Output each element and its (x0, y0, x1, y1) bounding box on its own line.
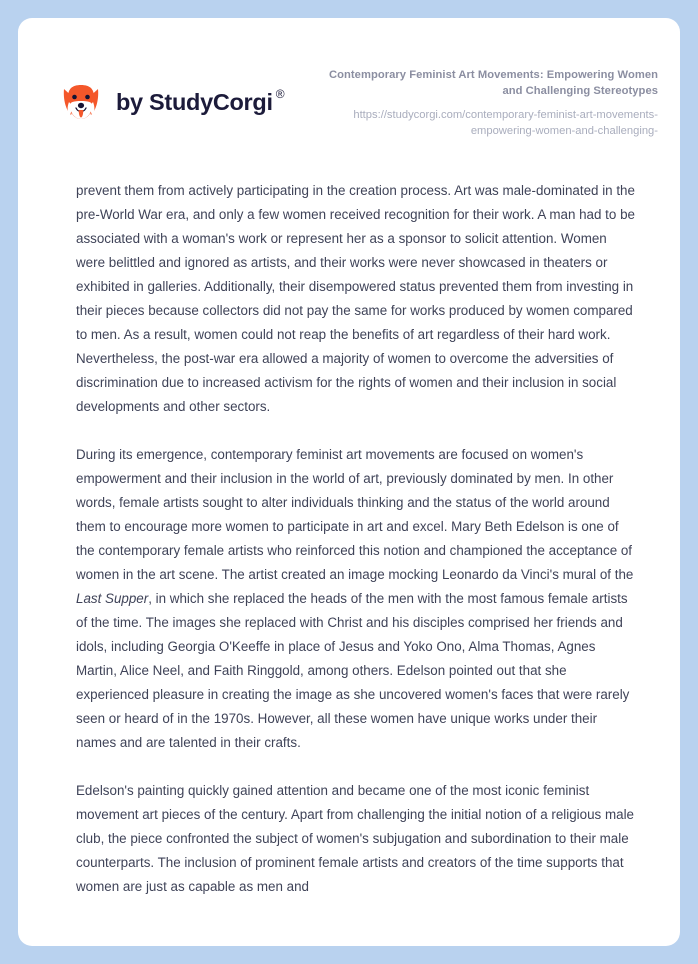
text-run: , in which she replaced the heads of the men with the most famous female artists of the time. The images she replaced with Christ and his disciples comprised her friends and idols, including Georgia O'Keeffe in place of Jesus and Yoko Ono, Alma Thomas, Agnes Martin, Alice Neel, and Faith Ringgold, among others. Edelson pointed out that she experienced pleasure in creating the image as she uncovered women's faces that were rarely seen or heard of in the 1970s. However, all these women have unique works under their names and are talented in their crafts. (76, 591, 630, 751)
source-url: https://studycorgi.com/contemporary-feminist-art-movements-empowering-women-and-challenging- (353, 108, 658, 138)
paragraph (76, 443, 636, 755)
brand-name: by StudyCorgi (116, 89, 273, 116)
registered-trademark-icon: ® (275, 87, 285, 102)
brand-name-wrap (116, 87, 285, 116)
corgi-logo-icon (58, 80, 104, 126)
document-header (18, 18, 680, 139)
document-page (18, 18, 680, 946)
document-body (18, 179, 680, 899)
text-run: During its emergence, contemporary feminist art movements are focused on women's empowerment and their inclusion in the world of art, previously dominated by men. In other words, female artists sought to alter individuals thinking and the status of the world around them to encourage more women to participate in art and excel. Mary Beth Edelson is one of the contemporary female artists who reinforced this notion and championed the acceptance of women in the art scene. The artist created an image mocking Leonardo da Vinci's mural of the (76, 447, 634, 583)
paragraph: Edelson's painting quickly gained attention and became one of the most iconic feminist movement art pieces of the century. Apart from challenging the initial notion of a religious male club, the piece confronted the subject of women's subjugation and subordination to their male counterparts. The inclusion of prominent female artists and creators of the time supports that women are just as capable as men and (76, 783, 634, 895)
brand-lockup (58, 66, 285, 126)
page-title: Contemporary Feminist Art Movements: Empowering Women and Challenging Stereotypes (329, 69, 658, 97)
paragraph: prevent them from actively participating in the creation process. Art was male-dominated in the pre-World War era, and only a few women received recognition for their work. A man had to be associated with a woman's work or represent her as a sponsor to solicit attention. Women were belittled and ignored as artists, and their works were never showcased in theaters or exhibited in galleries. Additionally, their disempowered status prevented them from investing in their pieces because collectors did not pay the same for works produced by women compared to men. As a result, women could not reap the benefits of art regardless of their hard work. Nevertheless, the post-war era allowed a majority of women to overcome the adversities of discrimination due to increased activism for the rights of women and their inclusion in social developments and other sectors. (76, 183, 635, 415)
italic-title: Last Supper (76, 591, 149, 607)
header-meta (328, 66, 658, 139)
